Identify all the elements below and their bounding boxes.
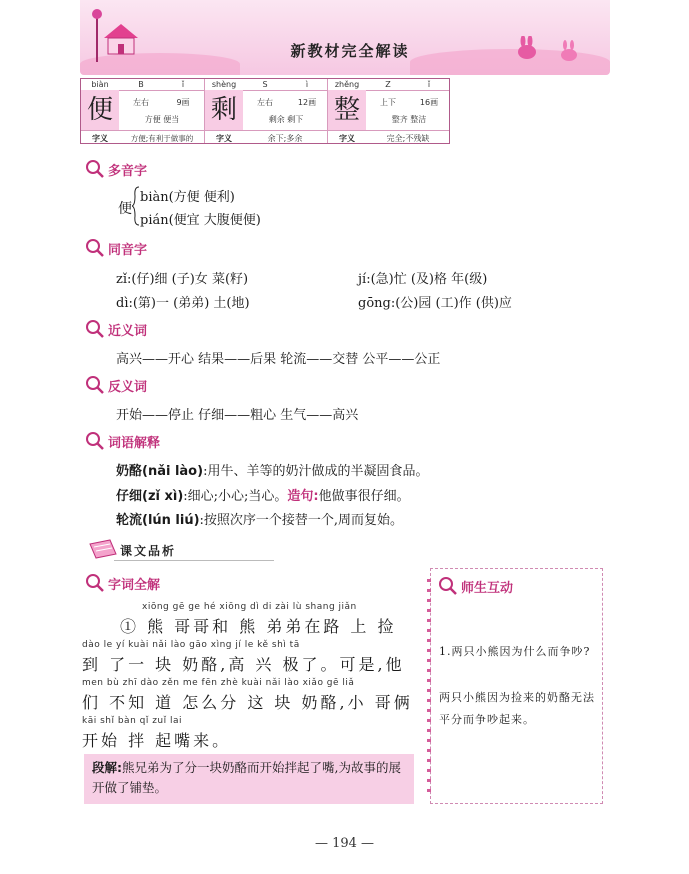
vocab-item — [116, 509, 403, 528]
char-pinyin: biàn — [91, 80, 109, 89]
badge-text: 课文品析 — [120, 544, 177, 558]
structure-pinyin: B — [138, 80, 144, 89]
structure-pinyin: S — [262, 80, 268, 89]
vocab-term: 仔细(zǐ xì) — [116, 489, 184, 504]
example-words: 方便 便当 — [144, 115, 180, 124]
magnifier-icon — [84, 158, 106, 180]
section-title: 多音字 — [108, 164, 148, 179]
vocab-definition: :细心;小心;当心。 — [183, 489, 288, 504]
magnifier-icon — [84, 237, 106, 259]
homophone-line: gōng:(公)园 (工)作 (供)应 — [358, 296, 512, 311]
stroke-count: 12画 — [297, 98, 317, 107]
dotted-rail — [427, 579, 431, 793]
paragraph-note — [84, 754, 414, 804]
brace-icon — [132, 186, 140, 226]
character-zheng: 整 — [328, 90, 366, 130]
section-title: 师生互动 — [461, 581, 514, 596]
section-title: 同音字 — [108, 243, 148, 258]
character-sheng: 剩 — [205, 90, 243, 130]
meaning: 余下;多余 — [267, 134, 303, 143]
text-line: ① 熊 哥哥和 熊 弟弟在路 上 捡 — [120, 617, 397, 636]
text-line: 开始 拌 起嘴来。 — [82, 731, 232, 750]
structure: 左右 — [257, 98, 273, 107]
pinyin-line: xiōng gē ge hé xiōng dì di zài lù shang jiǎn — [142, 602, 357, 612]
vocab-term: 奶酪(nǎi lào) — [116, 464, 204, 479]
book-title: 新教材完全解读 — [290, 42, 410, 60]
meaning-label: 字义 — [339, 134, 355, 143]
meaning-label: 字义 — [216, 134, 232, 143]
banner-hill-decoration — [80, 53, 240, 75]
teacher-student-box — [430, 568, 603, 804]
character-table — [80, 78, 450, 144]
stroke-pinyin: ì — [305, 80, 309, 89]
char-pinyin: zhěng — [334, 80, 360, 89]
magnifier-icon — [84, 318, 106, 340]
tree-icon — [92, 6, 102, 62]
polyphone-line: pián(便宜 大腹便便) — [140, 213, 261, 228]
antonym-line: 开始——停止 仔细——粗心 生气——高兴 — [116, 408, 359, 423]
polyphone-char: 便 — [118, 201, 132, 217]
note-text: 熊兄弟为了分一块奶酪而开始拌起了嘴,为故事的展开做了铺垫。 — [92, 760, 401, 795]
homophone-line: dì:(第)一 (弟弟) 土(地) — [116, 296, 250, 311]
pinyin-line: dào le yí kuài nǎi lào gāo xìng jí le kě shì tā — [82, 640, 300, 650]
stroke-pinyin: ǐ — [427, 80, 431, 89]
note-label: 段解: — [92, 760, 122, 775]
table-rule — [81, 130, 449, 131]
interaction-answer: 两只小熊因为捡来的奶酪无法平分而争吵起来。 — [439, 691, 595, 726]
stroke-count: 16画 — [419, 98, 439, 107]
vocab-definition: :用牛、羊等的奶汁做成的半凝固食品。 — [203, 464, 429, 479]
banner-hill-decoration — [410, 49, 610, 75]
meaning-label: 字义 — [92, 134, 108, 143]
char-pinyin: shèng — [211, 80, 237, 89]
pinyin-line: kāi shǐ bàn qǐ zuǐ lai — [82, 716, 183, 726]
structure: 上下 — [380, 98, 396, 107]
homophone-line: zǐ:(仔)细 (子)女 菜(籽) — [116, 272, 249, 287]
lesson-main-column — [80, 568, 418, 804]
sentence-tag: 造句: — [287, 489, 319, 504]
homophone-line: jí:(急)忙 (及)格 年(级) — [358, 272, 488, 287]
stroke-pinyin: ǐ — [181, 80, 185, 89]
rabbit-icon — [514, 36, 540, 60]
meaning: 完全;不残缺 — [386, 134, 430, 143]
structure-pinyin: Z — [385, 80, 391, 89]
example-words: 剩余 剩下 — [268, 115, 304, 124]
book-icon — [88, 538, 118, 560]
magnifier-icon — [84, 430, 106, 452]
stroke-count: 9画 — [176, 98, 190, 107]
badge-underline — [114, 560, 274, 561]
vocab-item — [116, 460, 428, 479]
example-sentence: 他做事很仔细。 — [318, 489, 410, 504]
section-title: 字词全解 — [108, 578, 161, 593]
vocab-definition: :按照次序一个接替一个,周而复始。 — [199, 513, 404, 528]
section-title: 近义词 — [108, 324, 148, 339]
magnifier-icon — [84, 374, 106, 396]
magnifier-icon — [437, 575, 459, 597]
text-line: 们 不知 道 怎么分 这 块 奶酪,小 哥俩 — [82, 693, 413, 712]
pinyin-line: men bù zhī dào zěn me fēn zhè kuài nǎi lào xiǎo gē liǎ — [82, 678, 355, 688]
text-line: 到 了一 块 奶酪,高 兴 极了。可是,他 — [82, 655, 405, 674]
section-title: 词语解释 — [108, 436, 161, 451]
interaction-question: 1.两只小熊因为什么而争吵? — [439, 645, 591, 658]
page-number: — 194 — — [314, 836, 375, 851]
vocab-term: 轮流(lún liú) — [116, 513, 200, 528]
character-bian: 便 — [81, 90, 119, 130]
vocab-item — [116, 485, 410, 504]
example-words: 整齐 整洁 — [391, 115, 427, 124]
header-banner — [80, 0, 610, 75]
meaning: 方便;有利于做事的 — [130, 134, 194, 143]
structure: 左右 — [133, 98, 149, 107]
magnifier-icon — [84, 572, 106, 594]
rabbit-icon — [558, 40, 580, 62]
section-title: 反义词 — [108, 380, 148, 395]
table-rule — [81, 90, 449, 91]
house-icon — [102, 20, 140, 56]
polyphone-line: biàn(方便 便利) — [140, 190, 235, 205]
synonym-line: 高兴——开心 结果——后果 轮流——交替 公平——公正 — [116, 352, 441, 367]
